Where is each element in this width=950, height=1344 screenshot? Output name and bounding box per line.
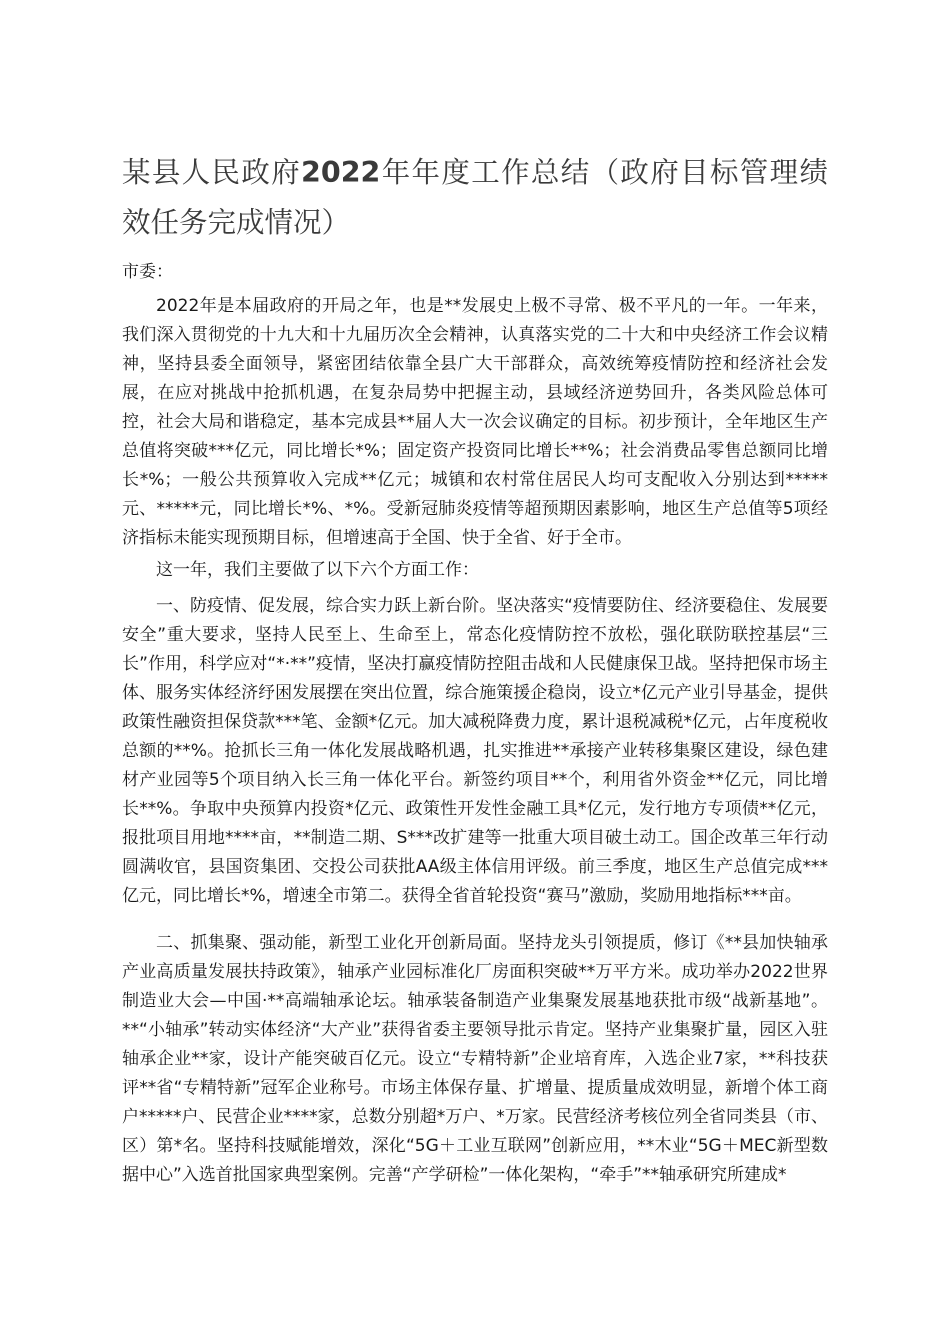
title-year: 2022: [301, 156, 381, 189]
title-prefix: 某县人民政府: [122, 156, 302, 189]
title-suffix: 年年度工作总结（政府目标管理绩效任务完成情况）: [122, 156, 828, 239]
paragraph-section-two: 二、抓集聚、强动能，新型工业化开创新局面。坚持龙头引领提质，修订《**县加快轴承产业高质量发展扶持政策》，轴承产业园标准化厂房面积突破**万平方米。成功举办2022世界制造业大会—中国·**高端轴承论坛。轴承装备制造产业集聚发展基地获批市级“战新基地”。**“小轴承”转动实体经济“大产业”获得省委主要领导批示肯定。坚持产业集聚扩量，园区入驻轴承企业**家，设计产能突破百亿元。设立“专精特新”企业培育库，入选企业7家，**科技获评**省“专精特新”冠军企业称号。市场主体保存量、扩增量、提质量成效明显，新增个体工商户*****户、民营企业****家，总数分别超*万户、*万家。民营经济考核位列全省同类县（市、区）第*名。坚持科技赋能增效，深化“5G＋工业互联网”创新应用，**木业“5G＋MEC新型数据中心”入选首批国家典型案例。完善“产学研检”一体化架构，“牵手”**轴承研究所建成*: [122, 933, 828, 1185]
paragraph-overview: 这一年，我们主要做了以下六个方面工作：: [156, 560, 479, 580]
paragraph-intro: 2022年是本届政府的开局之年，也是**发展史上极不寻常、极不平凡的一年。一年来，我们深入贯彻党的十九大和十九届历次全会精神，认真落实党的二十大和中央经济工作会议精神，坚持县委全面领导，紧密团结依靠全县广大干部群众，高效统筹疫情防控和经济社会发展，在应对挑战中抢抓机遇，在复杂局势中把握主动，县域经济逆势回升，各类风险总体可控，社会大局和谐稳定，基本完成县**届人大一次会议确定的目标。初步预计，全年地区生产总值将突破***亿元，同比增长*%；固定资产投资同比增长**%；社会消费品零售总额同比增长*%；一般公共预算收入完成**亿元；城镇和农村常住居民人均可支配收入分别达到*****元、*****元，同比增长*%、*%。受新冠肺炎疫情等超预期因素影响，地区生产总值等5项经济指标未能实现预期目标，但增速高于全国、快于全省、好于全市。: [122, 296, 828, 548]
paragraph-section-one: 一、防疫情、促发展，综合实力跃上新台阶。坚决落实“疫情要防住、经济要稳住、发展要安全”重大要求，坚持人民至上、生命至上，常态化疫情防控不放松，强化联防联控基层“三长”作用，科学应对“*·**”疫情，坚决打赢疫情防控阻击战和人民健康保卫战。坚持把保市场主体、服务实体经济纾困发展摆在突出位置，综合施策援企稳岗，设立*亿元产业引导基金，提供政策性融资担保贷款***笔、金额*亿元。加大减税降费力度，累计退税减税*亿元，占年度税收总额的**%。抢抓长三角一体化发展战略机遇，扎实推进**承接产业转移集聚区建设，绿色建材产业园等5个项目纳入长三角一体化平台。新签约项目**个，利用省外资金**亿元，同比增长**%。争取中央预算内投资*亿元、政策性开发性金融工具*亿元，发行地方专项债**亿元，报批项目用地****亩，**制造二期、S***改扩建等一批重大项目破土动工。国企改革三年行动圆满收官，县国资集团、交投公司获批AA级主体信用评级。前三季度，地区生产总值完成***亿元，同比增长*%，增速全市第二。获得全省首轮投资“赛马”激励，奖励用地指标***亩。: [122, 596, 828, 906]
salutation: 市委：: [122, 262, 173, 282]
document-title: [122, 148, 828, 248]
